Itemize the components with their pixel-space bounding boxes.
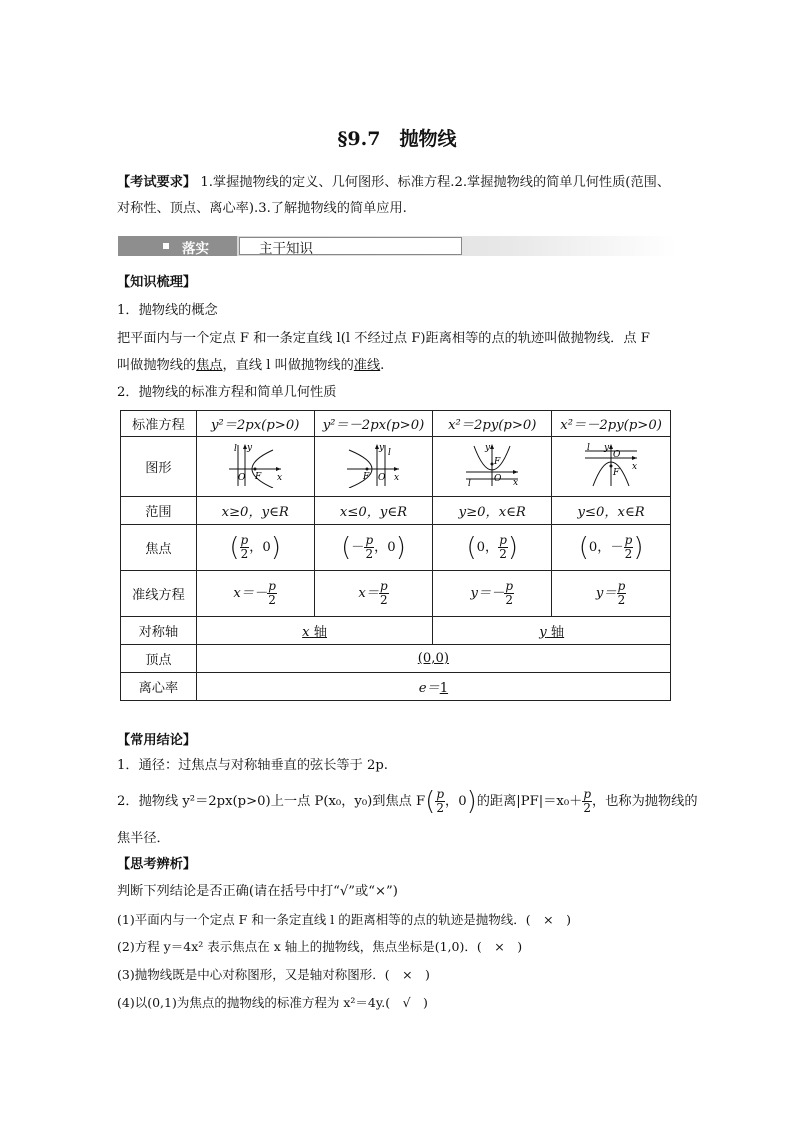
label-x: x [513, 477, 519, 488]
fraction-numerator: p [436, 787, 445, 801]
exam-requirements-tag: 【考试要求】 [117, 175, 197, 190]
judgment-item: (2)方程 y＝4x² 表示焦点在 x 轴上的抛物线，焦点坐标是(1,0)．( × ) [117, 939, 523, 954]
label-O: O [494, 473, 502, 484]
think-intro: 判断下列结论是否正确(请在括号中打“√”或“×”) [117, 884, 398, 899]
equation-left: y²＝－2px(p>0) [314, 411, 433, 437]
think-tag: 【思考辨析】 [117, 857, 197, 872]
fraction-numerator: p [365, 533, 374, 547]
equation-right: y²＝2px(p>0) [196, 411, 314, 437]
label-l: l [468, 478, 472, 488]
eccentricity-prefix: e＝ [418, 681, 440, 696]
label-y: y [604, 442, 610, 453]
conclusion-1: 1．通径：过焦点与对称轴垂直的弦长等于 2p. [117, 758, 388, 773]
knowledge-tag: 【知识梳理】 [117, 275, 197, 290]
range-down: y≤0，x∈R [552, 497, 671, 525]
axis-y-value [539, 625, 564, 640]
parabola-properties-table [120, 410, 671, 701]
concept-line2 [117, 357, 384, 375]
range-up: y≥0，x∈R [433, 497, 552, 525]
directrix-right-lhs: x＝－ [233, 586, 268, 601]
conclusion-2-line2: 焦半径． [117, 831, 170, 846]
focus-right: ( $\frac{p}{2}$ ，0) [196, 525, 314, 571]
label-F: F [255, 471, 262, 482]
label-y: y [247, 442, 253, 453]
concept-line1: 把平面内与一个定点 F 和一条定直线 l(l 不经过点 F)距离相等的点的轨迹叫做抛物线．点 F [117, 331, 650, 346]
label-y: y [485, 442, 491, 453]
directrix-term: 准线 [353, 358, 381, 373]
directrix-right-fraction [267, 580, 277, 607]
label-l: l [388, 447, 392, 458]
concept-heading: 1．抛物线的概念 [117, 303, 218, 318]
label-x: x [394, 472, 400, 483]
concept-line2-prefix: 叫做抛物线的 [117, 358, 197, 373]
concept-line2-end: . [380, 358, 385, 373]
parabola-up-figure [462, 442, 522, 488]
label-l: l [587, 442, 590, 453]
judgment-item: (3)抛物线既是中心对称图形，又是轴对称图形．( × ) [117, 967, 430, 982]
eccentricity-value [196, 673, 670, 701]
focus-left-rest: ，0 [374, 540, 396, 555]
figure-cell-up [433, 437, 552, 497]
fraction-denominator: 2 [268, 593, 276, 607]
fraction-denominator: 2 [379, 593, 388, 607]
exam-requirements-line2: 对称性、顶点、离心率).3.了解抛物线的简单应用. [117, 201, 407, 216]
conclusion-2-inner: ，0 [445, 794, 467, 809]
parabola-left-figure [343, 442, 403, 488]
focus-term: 焦点 [196, 358, 223, 373]
focus-up-lead: 0， [476, 540, 499, 555]
focus-left: (－ $\frac{p}{2}$ ，0) [314, 525, 433, 571]
table-row-equation [121, 411, 671, 437]
fraction-numerator: p [583, 787, 592, 801]
fraction-denominator: 2 [624, 547, 633, 561]
axis-y-suffix: 轴 [546, 625, 565, 640]
section-banner [118, 236, 676, 256]
conclusion-2-part1: 2．抛物线 y²＝2px(p>0)上一点 P(x₀，y₀)到焦点 F [117, 794, 426, 809]
row-label-directrix: 准线方程 [121, 571, 197, 617]
page-title: §9.7 抛物线 [337, 128, 457, 150]
label-F: F [613, 467, 620, 478]
label-F: F [494, 456, 501, 467]
fraction-denominator: 2 [505, 593, 513, 607]
focus-down: (0，－ $\frac{p}{2}$ ) [552, 525, 671, 571]
exam-requirements-line1 [117, 174, 670, 192]
row-label-range: 范围 [121, 497, 197, 525]
parabola-down-figure [581, 442, 641, 488]
directrix-left-lhs: x＝ [358, 586, 379, 601]
fraction-numerator: p [624, 533, 633, 547]
range-left: x≤0，y∈R [314, 497, 433, 525]
label-x: x [277, 472, 283, 483]
table-row-vertex [121, 645, 671, 673]
label-x: x [632, 461, 638, 472]
equation-down: x²＝－2py(p>0) [552, 411, 671, 437]
directrix-up-lhs: y＝－ [470, 586, 505, 601]
fraction-numerator: p [268, 579, 276, 593]
fraction-denominator: 2 [617, 593, 626, 607]
label-y: y [379, 442, 385, 453]
banner-label-implement: 落实 [182, 241, 209, 257]
axis-x [196, 617, 433, 645]
directrix-right [196, 571, 314, 617]
figure-cell-right [196, 437, 314, 497]
banner-square-icon [163, 243, 169, 249]
label-O: O [238, 472, 246, 483]
vertex-value-text: (0,0) [417, 651, 450, 666]
table-row-figure [121, 437, 671, 497]
table-row-directrix [121, 571, 671, 617]
focus-left-fraction [364, 534, 374, 561]
figure-cell-down [552, 437, 671, 497]
fraction-denominator: 2 [436, 801, 444, 815]
axis-x-value [302, 625, 327, 640]
exam-requirements-text1: 1.掌握抛物线的定义、几何图形、标准方程.2.掌握抛物线的简单几何性质(范围、 [200, 175, 671, 190]
table-row-eccentricity [121, 673, 671, 701]
table-row-axis [121, 617, 671, 645]
conclusion-2-focus-fraction [435, 788, 445, 815]
focus-up: (0， $\frac{p}{2}$ ) [433, 525, 552, 571]
conclusion-2-line1: 2．抛物线 y²＝2px(p>0)上一点 P(x₀，y₀)到焦点 F( $\frac{p}{2}$ ，0)的距离|PF|＝x₀＋ $\frac{p}{2}$ ，也称为抛物线的 [117, 786, 698, 817]
row-label-eccentricity: 离心率 [121, 673, 197, 701]
focus-down-fraction [624, 534, 634, 561]
directrix-down-fraction [617, 580, 627, 607]
vertex-value [196, 645, 670, 673]
fraction-denominator: 2 [240, 547, 249, 561]
directrix-down [552, 571, 671, 617]
equation-up: x²＝2py(p>0) [433, 411, 552, 437]
eccentricity-number: 1 [439, 681, 449, 696]
table-heading: 2．抛物线的标准方程和简单几何性质 [117, 385, 337, 400]
figure-cell-left [314, 437, 433, 497]
axis-x-var: x [302, 625, 310, 640]
focus-left-sign: － [351, 540, 365, 555]
row-label-focus: 焦点 [121, 525, 197, 571]
row-label-figure: 图形 [121, 437, 197, 497]
fraction-denominator: 2 [365, 547, 374, 561]
axis-x-suffix: 轴 [309, 625, 327, 640]
row-label-equation: 标准方程 [121, 411, 197, 437]
banner-dark-block [118, 236, 237, 256]
fraction-numerator: p [505, 579, 514, 593]
label-l: l [234, 443, 238, 454]
fraction-numerator: p [240, 533, 249, 547]
conclusion-2-part2: 的距离|PF|＝x₀＋ [476, 794, 583, 809]
fraction-numerator: p [617, 579, 626, 593]
focus-right-fraction [240, 534, 250, 561]
axis-y [433, 617, 671, 645]
banner-label-main-knowledge: 主干知识 [259, 241, 313, 257]
focus-down-lead: 0， [588, 540, 611, 555]
row-label-vertex: 顶点 [121, 645, 197, 673]
label-F: F [363, 471, 370, 482]
range-right: x≥0，y∈R [196, 497, 314, 525]
focus-right-rest: ，0 [249, 540, 271, 555]
focus-up-fraction [498, 534, 508, 561]
fraction-numerator: p [379, 579, 388, 593]
conclusion-2-part3: ，也称为抛物线的 [592, 794, 698, 809]
axis-y-var: y [539, 625, 547, 640]
label-O: O [378, 472, 386, 483]
label-O: O [613, 449, 621, 460]
directrix-down-lhs: y＝ [595, 586, 617, 601]
focus-down-sign: － [610, 540, 624, 555]
fraction-numerator: p [499, 533, 507, 547]
conclusion-tag: 【常用结论】 [117, 733, 197, 748]
parabola-right-figure [225, 442, 285, 488]
directrix-up-fraction [504, 580, 514, 607]
table-row-focus [121, 525, 671, 571]
directrix-left-fraction [379, 580, 389, 607]
fraction-denominator: 2 [499, 547, 507, 561]
table-row-range [121, 497, 671, 525]
conclusion-2-distance-fraction [582, 788, 592, 815]
concept-line2-mid: ，直线 l 叫做抛物线的 [222, 358, 354, 373]
directrix-up [433, 571, 552, 617]
row-label-axis: 对称轴 [121, 617, 197, 645]
judgment-item: (4)以(0,1)为焦点的抛物线的标准方程为 x²＝4y.( √ ) [117, 995, 428, 1010]
judgment-item: (1)平面内与一个定点 F 和一条定直线 l 的距离相等的点的轨迹是抛物线．( × ) [117, 912, 571, 927]
fraction-denominator: 2 [583, 801, 591, 815]
directrix-left [314, 571, 433, 617]
